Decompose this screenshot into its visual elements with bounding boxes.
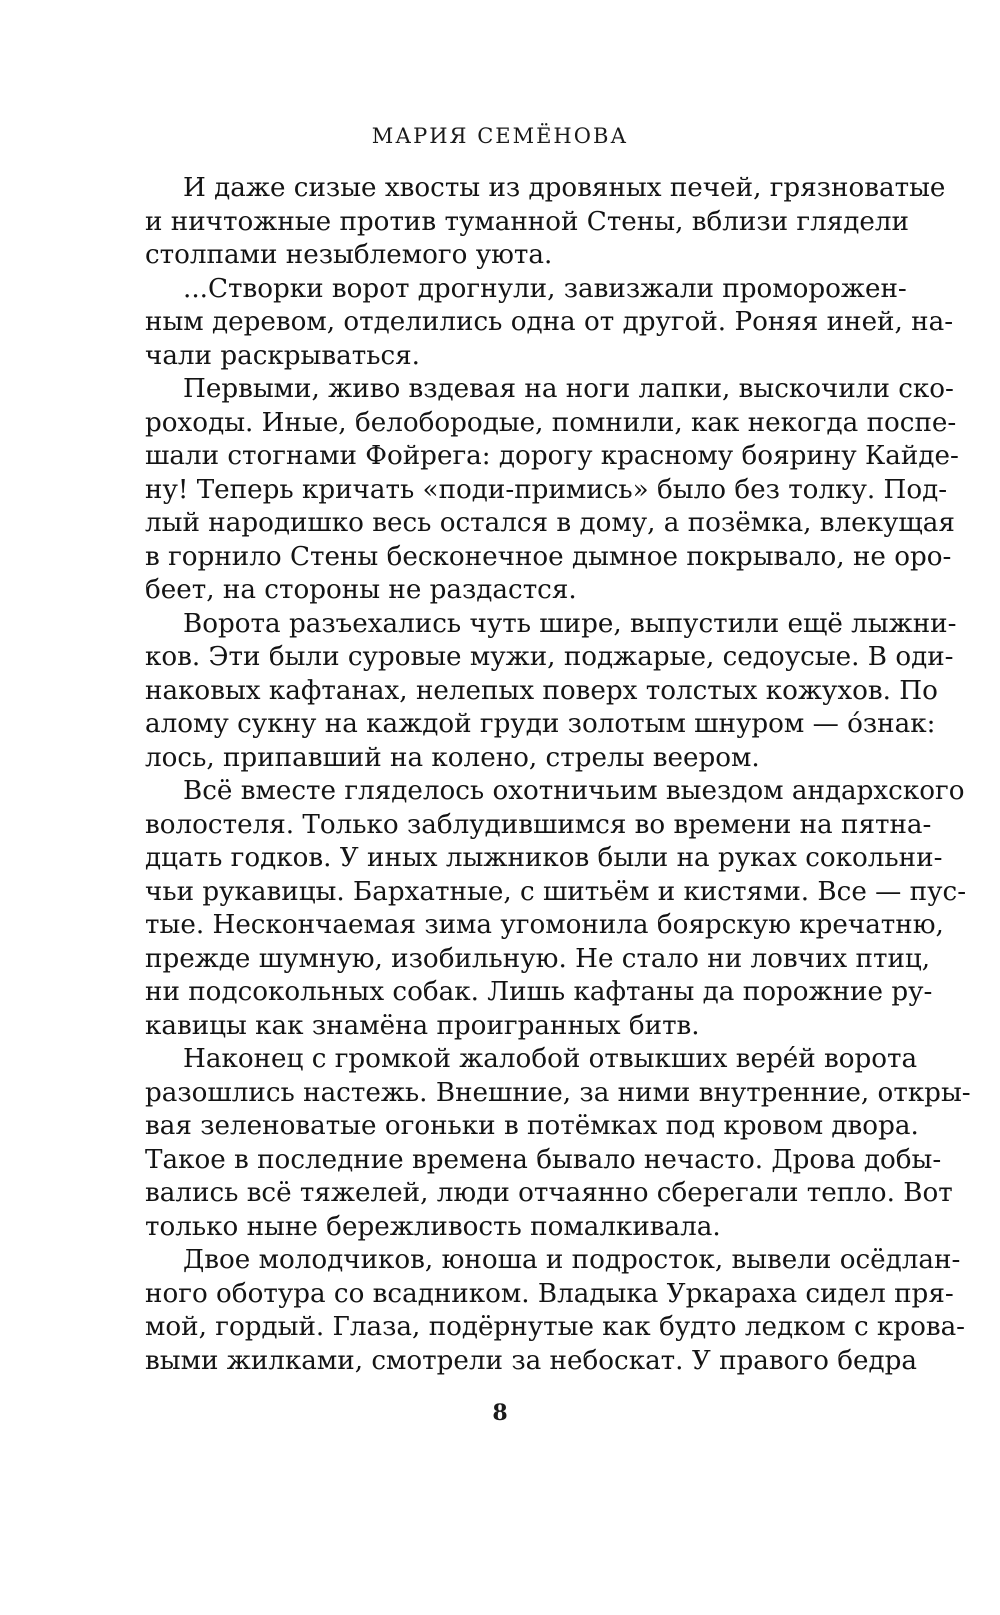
text-line: столпами незыблемого уюта. (145, 240, 553, 270)
paragraph (145, 608, 957, 776)
text-line: ...Створки ворот дрогнули, завизжали проморожен- (183, 273, 907, 304)
text-line: вая зеленоватые огоньки в потёмках под кровом двора. (145, 1111, 919, 1141)
text-line: разошлись настежь. Внешние, за ними внутренние, откры- (145, 1077, 971, 1108)
text-line: шали стогнами Фойрега: дорогу красному боярину Кайде- (145, 441, 959, 471)
text-line: чали раскрываться. (145, 340, 420, 371)
paragraph (145, 1043, 971, 1244)
text-line: наковых кафтанах, нелепых поверх толстых кожухов. По (145, 675, 938, 706)
page-number: 8 (492, 1400, 508, 1426)
paragraph (145, 1244, 966, 1378)
text-line: Первыми, живо вздевая на ноги лапки, выскочили ско- (183, 374, 954, 404)
text-line: чьи рукавицы. Бархатные, с шитьём и кистями. Все — пус- (145, 876, 967, 907)
text-line: только ныне бережливость помалкивала. (145, 1211, 721, 1242)
text-line: Ворота разъехались чуть шире, выпустили ещё лыжни- (183, 608, 957, 639)
running-head: МАРИЯ СЕМЁНОВА (371, 124, 629, 148)
text-line: лось, припавший на колено, стрелы веером. (145, 742, 760, 773)
text-line: лый народишко весь остался в дому, а позёмка, влекущая (145, 508, 955, 538)
text-line: кавицы как знамёна проигранных битв. (145, 1010, 700, 1041)
paragraph (145, 373, 959, 608)
text-line: ного оботура со всадником. Владыка Уркараха сидел пря- (145, 1278, 954, 1309)
text-line: выми жилками, смотрели за небоскат. У правого бедра (145, 1345, 917, 1376)
text-line: тые. Нескончаемая зима угомонила боярскую кречатню, (145, 910, 944, 940)
text-line: ным деревом, отделились одна от другой. Роняя иней, на- (145, 307, 954, 337)
text-line: мой, гордый. Глаза, подёрнутые как будто ледком с крова- (145, 1312, 966, 1342)
text-line: ни подсокольных собак. Лишь кафтаны да порожние ру- (145, 977, 933, 1007)
text-line: алому сукну на каждой груди золотым шнуром — о́знак: (145, 709, 936, 739)
text-line: Двое молодчиков, юноша и подросток, вывели осёдлан- (183, 1245, 961, 1275)
text-line: Наконец с громкой жалобой отвыкших верéй ворота (183, 1044, 918, 1074)
text-line: ков. Эти были суровые мужи, поджарые, седоусые. В оди- (145, 642, 954, 672)
paragraph (145, 172, 946, 273)
text-line: роходы. Иные, белобородые, помнили, как некогда поспе- (145, 407, 957, 438)
body-text (145, 172, 971, 1378)
text-line: И даже сизые хвосты из дровяных печей, грязноватые (183, 173, 946, 203)
text-line: дцать годков. У иных лыжников были на руках сокольни- (145, 843, 943, 873)
text-line: беет, на стороны не раздастся. (145, 575, 577, 605)
text-line: Такое в последние времена бывало нечасто. Дрова добы- (145, 1144, 942, 1175)
text-line: в горнило Стены бесконечное дымное покрывало, не оро- (145, 541, 952, 572)
text-line: волостеля. Только заблудившимся во времени на пятна- (145, 809, 932, 840)
text-line: и ничтожные против туманной Стены, вблизи глядели (145, 206, 910, 237)
paragraph (145, 273, 954, 374)
text-line: Всё вместе гляделось охотничьим выездом андархского (183, 776, 965, 806)
text-line: прежде шумную, изобильную. Не стало ни ловчих птиц, (145, 943, 931, 974)
paragraph (145, 775, 967, 1043)
text-line: ну! Теперь кричать «поди-примись» было без толку. Под- (145, 474, 948, 505)
text-line: вались всё тяжелей, люди отчаянно сберегали тепло. Вот (145, 1178, 953, 1208)
